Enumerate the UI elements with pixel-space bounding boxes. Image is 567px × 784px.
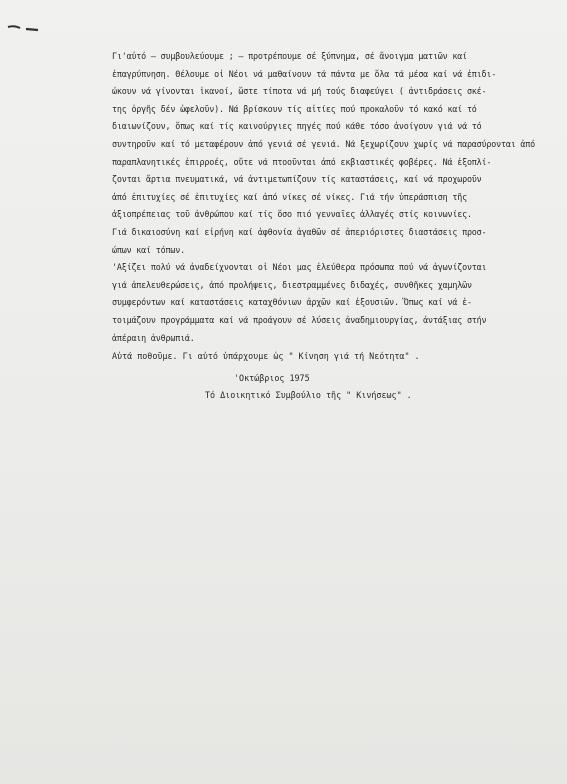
body-line: διαιωνίζουν, ὅπως καί τίς καινούργιες πηγές πού κάθε τόσο ἀνοίγουν γιά νά τό <box>112 121 482 132</box>
body-line: συμφερόντων καί καταστάσεις καταχθόνιων ἀρχῶν καί ἐξουσιῶν. Ὅπως καί νά ἑ- <box>112 297 472 308</box>
body-line: ώκουν νά γίνονται ἱκανοί, ὥστε τίποτα νά μή τούς διαφεύγει ( ἀντιδράσεις σκέ- <box>112 86 487 97</box>
closing-line: Αὐτά ποθοῦμε. Γι αὐτό ὑπάρχουμε ὡς " Κίνηση γιά τή Νεότητα" . <box>112 351 420 361</box>
body-line: παραπλανητικές ἐπιρροές, οὔτε νά πτοοῦνται ἀπό εκβιαστικές φοβέρες. Νά ἐξοπλί- <box>112 156 492 167</box>
body-line: ζονται ἄρτια πνευματικά, νά ἀντιμετωπίζουν τίς καταστάσεις, καί νά προχωροῦν <box>112 174 482 185</box>
body-line: ἀξιοπρέπειας τοῦ ἀνθρώπου καί τίς ὅσο πιό γενναῖες ἀλλαγές στίς κοινωνίες. <box>112 209 472 220</box>
body-line: ώπων καί τόπων. <box>112 244 185 255</box>
body-line: Γι'αὐτό – συμβουλεύουμε ; – προτρέπουμε σέ ξύπνημα, σέ ἄνοιγμα ματιῶν καί <box>112 51 467 61</box>
date-line: 'Οκτώβριος 1975 <box>234 373 310 383</box>
document-body <box>112 48 552 347</box>
signature-line: Τό Διοικητικό Συμβούλιο τῆς " Κινήσεως" . <box>205 390 412 400</box>
body-line: ἀπέραιη ἀνθρωπιά. <box>112 332 195 343</box>
body-line: τοιμάζουν προγράμματα καί νά προάγουν σέ λύσεις ἀναδημιουργίας, ἀντάξιας στήν <box>112 314 487 325</box>
body-line: γιά ἀπελευθερώσεις, ἀπό προλήψεις, διεστραμμένες διδαχές, συνθῆκες χαμηλῶν <box>112 279 472 290</box>
body-line: ἀπό ἐπιτυχίες σέ ἐπιτυχίες καί ἀπό νίκες σέ νίκες. Γιά τήν ὑπεράσπιση τῆς <box>112 191 467 202</box>
body-line: συντηροῦν καί τό μεταφέρουν ἀπό γενιά σέ γενιά. Νά ξεχωρίζουν χωρίς νά παρασύρονται ἀπό <box>112 138 536 149</box>
body-line: Γιά δικαιοσύνη καί εἰρήνη καί ἀφθονία ἀγαθῶν σέ ἀπεριόριστες διαστάσεις προσ- <box>112 226 487 237</box>
body-line: ἐπαγρύπνηση. Θέλουμε οἱ Νέοι νά μαθαίνουν τά πάντα με ὅλα τά μέσα καί νά ἐπιδι- <box>112 68 497 79</box>
body-line: 'Αξίζει πολύ νά ἀναδείχνονται οἱ Νέοι μας ἐλεύθερα πρόσωπα πού νά ἀγωνίζονται <box>112 262 487 273</box>
body-line: της ὀργῆς δέν ὠφελοῦν). Νά βρίσκουν τίς αἰτίες πού προκαλοῦν τό κακό καί τό <box>112 103 477 114</box>
corner-mark-icon <box>6 22 40 36</box>
